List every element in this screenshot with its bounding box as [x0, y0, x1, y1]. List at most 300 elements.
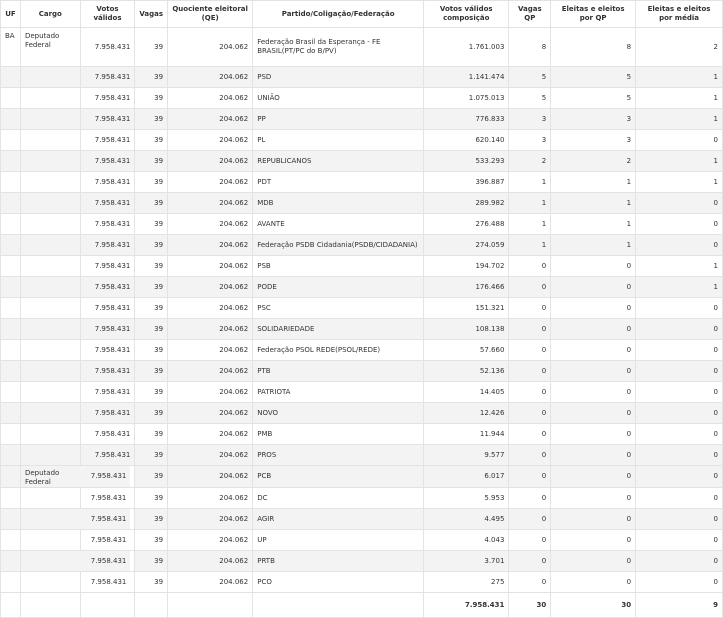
cell-eleitos-media: 1 — [636, 67, 723, 88]
cell-partido: PDT — [253, 172, 424, 193]
cell-uf — [1, 319, 21, 340]
cell-cargo — [20, 277, 80, 298]
cell-vagas-qp: 0 — [509, 319, 551, 340]
cell-cargo — [20, 256, 80, 277]
cell-votos-validos: 7.958.431 — [80, 340, 135, 361]
cell-eleitos-media: 1 — [636, 88, 723, 109]
cell-cargo — [20, 88, 80, 109]
cell-cargo — [20, 235, 80, 256]
cell-partido: PSB — [253, 256, 424, 277]
cell-votos-validos: 7.958.431 — [80, 172, 135, 193]
cell-eleitos-media: 0 — [636, 361, 723, 382]
cell-eleitos-qp: 0 — [551, 445, 636, 466]
cell-vagas: 39 — [135, 382, 168, 403]
table-row[interactable] — [1, 28, 723, 67]
cell-votos-validos: 7.958.431 — [80, 445, 135, 466]
cell-votos-validos: 7.958.431 — [80, 130, 135, 151]
cell-eleitos-qp: 0 — [551, 509, 636, 530]
table-row[interactable] — [1, 88, 723, 109]
cell-partido: PROS — [253, 445, 424, 466]
cell-cargo — [20, 298, 80, 319]
cell-qe: 204.062 — [168, 28, 253, 67]
cell-cargo — [20, 530, 80, 551]
cell-uf: BA — [1, 28, 21, 67]
cell-eleitos-media: 1 — [636, 277, 723, 298]
cell-vagas-qp: 1 — [509, 214, 551, 235]
cell-vagas: 39 — [135, 572, 168, 593]
cell-cargo — [20, 319, 80, 340]
cell-eleitos-qp: 0 — [551, 572, 636, 593]
cell-partido: UNIÃO — [253, 88, 424, 109]
table-row[interactable] — [1, 509, 723, 530]
cell-partido: PRTB — [253, 551, 424, 572]
cell-eleitos-media: 0 — [636, 530, 723, 551]
cell-vagas: 39 — [135, 235, 168, 256]
cell-eleitos-qp: 0 — [551, 361, 636, 382]
cell-vagas: 39 — [135, 340, 168, 361]
cell-eleitos-media: 0 — [636, 340, 723, 361]
total-empty-cell — [168, 593, 253, 618]
cell-partido: SOLIDARIEDADE — [253, 319, 424, 340]
cell-vagas-qp: 0 — [509, 382, 551, 403]
cell-eleitos-qp: 1 — [551, 193, 636, 214]
cell-cargo — [20, 424, 80, 445]
table-row[interactable] — [1, 214, 723, 235]
cell-uf — [1, 277, 21, 298]
cell-uf — [1, 509, 21, 530]
cell-uf — [1, 361, 21, 382]
cell-eleitos-qp: 3 — [551, 109, 636, 130]
cell-votos-validos: 7.958.431 — [76, 572, 131, 593]
cell-eleitos-qp: 1 — [551, 235, 636, 256]
cell-uf — [1, 551, 21, 572]
cell-partido: Federação PSOL REDE(PSOL/REDE) — [253, 340, 424, 361]
cell-partido: Federação PSDB Cidadania(PSDB/CIDADANIA) — [253, 235, 424, 256]
cell-vagas: 39 — [135, 28, 168, 67]
col-header-vagas[interactable]: Vagas — [135, 1, 168, 28]
cell-votos-composicao: 620.140 — [424, 130, 509, 151]
cell-qe: 204.062 — [168, 551, 253, 572]
cell-eleitos-media: 1 — [636, 172, 723, 193]
cell-eleitos-media: 2 — [636, 28, 723, 67]
total-eleitos-qp: 30 — [551, 593, 636, 618]
cell-votos-composicao: 52.136 — [424, 361, 509, 382]
cell-votos-composicao: 108.138 — [424, 319, 509, 340]
cell-eleitos-media: 0 — [636, 488, 723, 509]
cell-eleitos-qp: 0 — [551, 488, 636, 509]
cell-vagas: 39 — [135, 509, 168, 530]
cell-votos-validos: 7.958.431 — [80, 319, 135, 340]
cell-uf — [1, 403, 21, 424]
cell-eleitos-qp: 0 — [551, 277, 636, 298]
cell-cargo — [20, 214, 80, 235]
cell-vagas-qp: 0 — [509, 572, 551, 593]
cell-vagas: 39 — [135, 445, 168, 466]
table-row[interactable] — [1, 488, 723, 509]
col-header-eleitos-qp[interactable]: Eleitas e eleitos por QP — [551, 1, 636, 28]
cell-vagas-qp: 0 — [509, 424, 551, 445]
cell-cargo — [20, 172, 80, 193]
cell-qe: 204.062 — [168, 466, 253, 488]
cell-partido: AVANTE — [253, 214, 424, 235]
cell-eleitos-qp: 0 — [551, 551, 636, 572]
cell-qe: 204.062 — [168, 319, 253, 340]
col-header-cargo[interactable]: Cargo — [20, 1, 80, 28]
cell-vagas: 39 — [135, 214, 168, 235]
cell-partido: PATRIOTA — [253, 382, 424, 403]
cell-eleitos-media: 1 — [636, 109, 723, 130]
cell-eleitos-qp: 0 — [551, 530, 636, 551]
cell-vagas-qp: 8 — [509, 28, 551, 67]
cell-qe: 204.062 — [168, 88, 253, 109]
cell-votos-composicao: 276.488 — [424, 214, 509, 235]
cell-qe: 204.062 — [168, 130, 253, 151]
cell-votos-composicao: 12.426 — [424, 403, 509, 424]
table-row[interactable] — [1, 277, 723, 298]
cell-vagas-qp: 2 — [509, 151, 551, 172]
cell-votos-composicao: 1.141.474 — [424, 67, 509, 88]
cell-vagas: 39 — [135, 88, 168, 109]
cell-vagas-qp: 0 — [509, 445, 551, 466]
cell-votos-composicao: 57.660 — [424, 340, 509, 361]
cell-qe: 204.062 — [168, 67, 253, 88]
cell-eleitos-media: 0 — [636, 572, 723, 593]
cell-votos-composicao: 11.944 — [424, 424, 509, 445]
cell-partido: PTB — [253, 361, 424, 382]
cell-partido: PL — [253, 130, 424, 151]
cell-vagas-qp: 0 — [509, 277, 551, 298]
cell-vagas-qp: 0 — [509, 256, 551, 277]
table-row[interactable] — [1, 298, 723, 319]
cell-vagas-qp: 0 — [509, 530, 551, 551]
cell-vagas: 39 — [135, 67, 168, 88]
cell-votos-validos: 7.958.431 — [80, 28, 135, 67]
total-empty-cell — [20, 593, 80, 618]
cell-cargo — [20, 382, 80, 403]
cell-uf — [1, 130, 21, 151]
cell-eleitos-media: 0 — [636, 382, 723, 403]
cell-uf — [1, 424, 21, 445]
cell-votos-composicao: 176.466 — [424, 277, 509, 298]
table-row[interactable] — [1, 340, 723, 361]
cell-votos-composicao: 14.405 — [424, 382, 509, 403]
cell-qe: 204.062 — [168, 488, 253, 509]
cell-vagas-qp: 0 — [509, 340, 551, 361]
col-header-partido[interactable]: Partido/Coligação/Federação — [253, 1, 424, 28]
cell-eleitos-media: 0 — [636, 193, 723, 214]
cell-eleitos-qp: 0 — [551, 424, 636, 445]
cell-votos-composicao: 3.701 — [424, 551, 509, 572]
cell-qe: 204.062 — [168, 172, 253, 193]
cell-partido: PODE — [253, 277, 424, 298]
cell-uf — [1, 109, 21, 130]
cell-eleitos-media: 0 — [636, 509, 723, 530]
cell-vagas-qp: 1 — [509, 172, 551, 193]
cell-uf — [1, 235, 21, 256]
cell-vagas: 39 — [135, 319, 168, 340]
cell-votos-composicao: 1.075.013 — [424, 88, 509, 109]
cell-votos-validos: 7.958.431 — [76, 551, 131, 572]
cell-uf — [1, 214, 21, 235]
total-votos-composicao: 7.958.431 — [424, 593, 509, 618]
cell-qe: 204.062 — [168, 256, 253, 277]
table-row[interactable] — [1, 319, 723, 340]
total-eleitos-media: 9 — [636, 593, 723, 618]
cell-uf — [1, 466, 21, 488]
cell-eleitos-qp: 0 — [551, 466, 636, 488]
cell-eleitos-qp: 0 — [551, 298, 636, 319]
cell-votos-composicao: 396.887 — [424, 172, 509, 193]
cell-votos-composicao: 6.017 — [424, 466, 509, 488]
cell-cargo — [20, 403, 80, 424]
cell-eleitos-qp: 1 — [551, 172, 636, 193]
col-header-eleitos-media[interactable]: Eleitas e eleitos por média — [636, 1, 723, 28]
cell-votos-validos: 7.958.431 — [76, 530, 131, 551]
cell-cargo — [20, 109, 80, 130]
col-header-votos-composicao[interactable]: Votos válidos composição — [424, 1, 509, 28]
cell-cargo — [20, 130, 80, 151]
cell-cargo — [20, 509, 80, 530]
cell-vagas-qp: 0 — [509, 466, 551, 488]
cell-cargo — [20, 193, 80, 214]
cell-vagas-qp: 0 — [509, 361, 551, 382]
table-row[interactable] — [1, 361, 723, 382]
cell-votos-validos: 7.958.431 — [80, 235, 135, 256]
cell-vagas-qp: 0 — [509, 509, 551, 530]
cell-vagas-qp: 3 — [509, 109, 551, 130]
cell-eleitos-media: 1 — [636, 151, 723, 172]
table-row[interactable] — [1, 466, 723, 488]
cell-votos-composicao: 9.577 — [424, 445, 509, 466]
cell-eleitos-qp: 0 — [551, 319, 636, 340]
cell-votos-composicao: 275 — [424, 572, 509, 593]
cell-eleitos-qp: 0 — [551, 256, 636, 277]
cell-partido: NOVO — [253, 403, 424, 424]
cell-qe: 204.062 — [168, 509, 253, 530]
cell-vagas: 39 — [135, 488, 168, 509]
cell-votos-composicao: 151.321 — [424, 298, 509, 319]
cell-qe: 204.062 — [168, 340, 253, 361]
cell-votos-validos: 7.958.431 — [80, 214, 135, 235]
cell-cargo — [20, 151, 80, 172]
cell-votos-validos: 7.958.431 — [80, 277, 135, 298]
cell-partido: PSD — [253, 67, 424, 88]
cell-vagas: 39 — [135, 109, 168, 130]
cell-cargo — [20, 361, 80, 382]
cell-vagas: 39 — [135, 424, 168, 445]
cell-uf — [1, 88, 21, 109]
cell-votos-validos: 7.958.431 — [80, 151, 135, 172]
total-empty-cell — [135, 593, 168, 618]
table-row[interactable] — [1, 403, 723, 424]
cell-votos-validos: 7.958.431 — [76, 466, 131, 488]
cell-uf — [1, 340, 21, 361]
col-header-uf[interactable]: UF — [1, 1, 21, 28]
cell-votos-validos: 7.958.431 — [80, 298, 135, 319]
cell-vagas: 39 — [135, 298, 168, 319]
cell-qe: 204.062 — [168, 109, 253, 130]
cell-partido: PCO — [253, 572, 424, 593]
cell-eleitos-media: 0 — [636, 466, 723, 488]
table-row[interactable] — [1, 235, 723, 256]
cell-cargo — [20, 445, 80, 466]
cell-uf — [1, 151, 21, 172]
table-row[interactable] — [1, 424, 723, 445]
cell-eleitos-media: 0 — [636, 235, 723, 256]
cell-eleitos-media: 0 — [636, 445, 723, 466]
cell-cargo — [20, 551, 80, 572]
cell-vagas: 39 — [135, 530, 168, 551]
cell-vagas-qp: 3 — [509, 130, 551, 151]
cell-votos-composicao: 4.043 — [424, 530, 509, 551]
cell-votos-composicao: 5.953 — [424, 488, 509, 509]
cell-qe: 204.062 — [168, 277, 253, 298]
cell-vagas-qp: 0 — [509, 298, 551, 319]
cell-partido: PCB — [253, 466, 424, 488]
cell-vagas: 39 — [135, 466, 168, 488]
cell-votos-composicao: 289.982 — [424, 193, 509, 214]
cell-eleitos-qp: 8 — [551, 28, 636, 67]
cell-qe: 204.062 — [168, 403, 253, 424]
cell-votos-validos: 7.958.431 — [80, 424, 135, 445]
cell-qe: 204.062 — [168, 361, 253, 382]
cell-vagas-qp: 5 — [509, 88, 551, 109]
cell-vagas-qp: 0 — [509, 403, 551, 424]
cell-votos-validos: 7.958.431 — [80, 403, 135, 424]
table-row[interactable] — [1, 172, 723, 193]
cell-votos-validos: 7.958.431 — [76, 509, 131, 530]
table-row[interactable] — [1, 256, 723, 277]
cell-eleitos-media: 0 — [636, 214, 723, 235]
cell-qe: 204.062 — [168, 424, 253, 445]
cell-qe: 204.062 — [168, 298, 253, 319]
table-body — [1, 28, 723, 618]
total-empty-cell — [253, 593, 424, 618]
cell-eleitos-qp: 0 — [551, 403, 636, 424]
cell-qe: 204.062 — [168, 572, 253, 593]
cell-votos-validos: 7.958.431 — [80, 88, 135, 109]
cell-partido: PMB — [253, 424, 424, 445]
table-row[interactable] — [1, 551, 723, 572]
cell-votos-composicao: 274.059 — [424, 235, 509, 256]
cell-cargo — [20, 67, 80, 88]
cell-votos-validos: 7.958.431 — [80, 382, 135, 403]
cell-vagas: 39 — [135, 151, 168, 172]
cell-votos-composicao: 533.293 — [424, 151, 509, 172]
totals-row — [1, 593, 723, 618]
cell-eleitos-media: 0 — [636, 424, 723, 445]
cell-cargo — [20, 488, 80, 509]
table-row[interactable] — [1, 193, 723, 214]
cell-vagas-qp: 1 — [509, 193, 551, 214]
cell-eleitos-media: 0 — [636, 551, 723, 572]
table-row[interactable] — [1, 530, 723, 551]
table-row[interactable] — [1, 67, 723, 88]
cell-eleitos-qp: 5 — [551, 67, 636, 88]
cell-votos-validos: 7.958.431 — [80, 193, 135, 214]
cell-partido: UP — [253, 530, 424, 551]
cell-uf — [1, 67, 21, 88]
total-empty-cell — [80, 593, 135, 618]
table-row[interactable] — [1, 445, 723, 466]
table-header-row — [1, 1, 723, 28]
cell-vagas: 39 — [135, 403, 168, 424]
cell-vagas: 39 — [135, 256, 168, 277]
cell-vagas: 39 — [135, 361, 168, 382]
cell-qe: 204.062 — [168, 193, 253, 214]
cell-partido: MDB — [253, 193, 424, 214]
col-header-qe[interactable]: Quociente eleitoral (QE) — [168, 1, 253, 28]
table-row[interactable] — [1, 130, 723, 151]
cell-uf — [1, 530, 21, 551]
cell-uf — [1, 172, 21, 193]
cell-eleitos-media: 1 — [636, 256, 723, 277]
cell-eleitos-qp: 0 — [551, 382, 636, 403]
cell-partido: AGIR — [253, 509, 424, 530]
cell-uf — [1, 256, 21, 277]
cell-votos-validos: 7.958.431 — [76, 488, 131, 509]
cell-eleitos-qp: 3 — [551, 130, 636, 151]
table-row[interactable] — [1, 382, 723, 403]
table-row[interactable] — [1, 109, 723, 130]
total-empty-cell — [1, 593, 21, 618]
cell-partido: Federação Brasil da Esperança - FE BRASIL(PT/PC do B/PV) — [253, 28, 424, 67]
cell-cargo: Deputado Federal — [20, 466, 80, 488]
table-row[interactable] — [1, 572, 723, 593]
cell-uf — [1, 488, 21, 509]
cell-uf — [1, 298, 21, 319]
table-row[interactable] — [1, 151, 723, 172]
cell-cargo — [20, 572, 80, 593]
cell-eleitos-media: 0 — [636, 319, 723, 340]
cell-eleitos-qp: 0 — [551, 340, 636, 361]
cell-uf — [1, 193, 21, 214]
cell-votos-composicao: 194.702 — [424, 256, 509, 277]
cell-votos-validos: 7.958.431 — [80, 67, 135, 88]
col-header-votos-validos[interactable]: Votos válidos — [80, 1, 135, 28]
cell-votos-validos: 7.958.431 — [80, 256, 135, 277]
total-vagas-qp: 30 — [509, 593, 551, 618]
cell-vagas: 39 — [135, 130, 168, 151]
col-header-vagas-qp[interactable]: Vagas QP — [509, 1, 551, 28]
cell-qe: 204.062 — [168, 214, 253, 235]
cell-vagas-qp: 5 — [509, 67, 551, 88]
cell-eleitos-qp: 2 — [551, 151, 636, 172]
cell-qe: 204.062 — [168, 530, 253, 551]
cell-eleitos-media: 0 — [636, 298, 723, 319]
cell-votos-composicao: 4.495 — [424, 509, 509, 530]
cell-votos-validos: 7.958.431 — [80, 109, 135, 130]
cell-vagas: 39 — [135, 551, 168, 572]
cell-eleitos-qp: 5 — [551, 88, 636, 109]
cell-uf — [1, 572, 21, 593]
cell-qe: 204.062 — [168, 151, 253, 172]
cell-vagas-qp: 0 — [509, 551, 551, 572]
cell-partido: PP — [253, 109, 424, 130]
cell-votos-composicao: 776.833 — [424, 109, 509, 130]
cell-vagas: 39 — [135, 172, 168, 193]
cell-cargo — [20, 340, 80, 361]
cell-partido: PSC — [253, 298, 424, 319]
cell-votos-composicao: 1.761.003 — [424, 28, 509, 67]
cell-vagas: 39 — [135, 277, 168, 298]
cell-vagas-qp: 1 — [509, 235, 551, 256]
cell-cargo: Deputado Federal — [20, 28, 80, 67]
cell-qe: 204.062 — [168, 382, 253, 403]
cell-votos-validos: 7.958.431 — [80, 361, 135, 382]
cell-partido: REPUBLICANOS — [253, 151, 424, 172]
cell-uf — [1, 445, 21, 466]
